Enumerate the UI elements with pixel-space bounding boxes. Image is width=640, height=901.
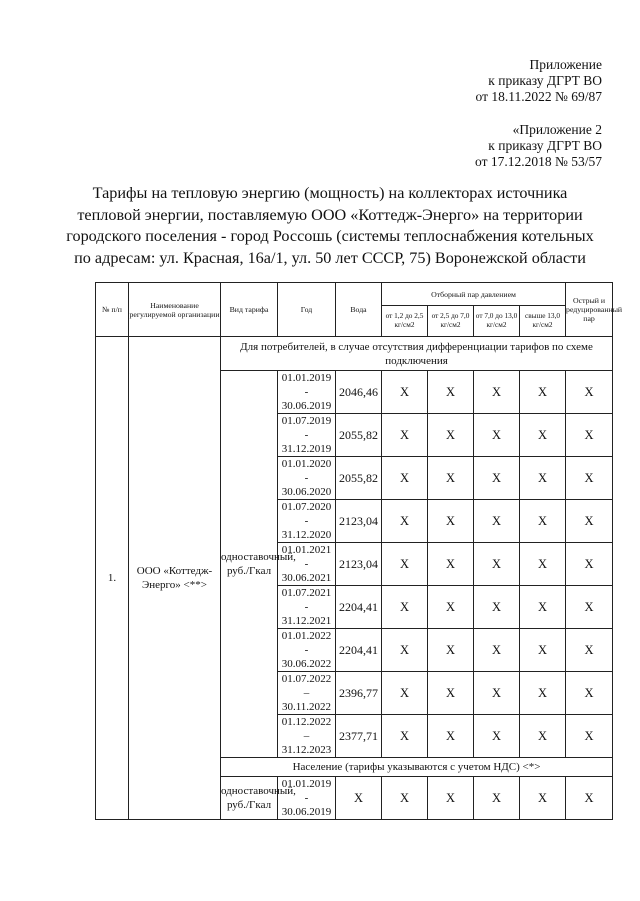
period-dash: -	[304, 601, 309, 613]
period-from: 01.01.2022	[281, 630, 332, 642]
water-value: 2123,04	[336, 543, 382, 586]
section-1-row	[96, 337, 613, 371]
period-cell	[278, 715, 336, 758]
col-header-org: Наименование регулируемой организации	[129, 283, 221, 337]
steam-p3-value: X	[474, 371, 520, 414]
col-header-tariff-type: Вид тарифа	[221, 283, 278, 337]
water-value: 2204,41	[336, 629, 382, 672]
water-value: 2204,41	[336, 586, 382, 629]
header-row-1	[96, 283, 613, 306]
steam-p1-value: X	[382, 586, 428, 629]
water-value: 2055,82	[336, 457, 382, 500]
col-header-year: Год	[278, 283, 336, 337]
tariff-type-cell: одноставочный, руб./Гкал	[221, 777, 278, 820]
col-header-p3: от 7,0 до 13,0 кг/см2	[474, 306, 520, 337]
period-cell	[278, 586, 336, 629]
steam-p3-value: X	[474, 715, 520, 758]
period-cell	[278, 543, 336, 586]
appendix-2-header	[475, 122, 602, 170]
col-header-water: Вода	[336, 283, 382, 337]
organization-name: ООО «Коттедж-Энерго» <**>	[129, 337, 221, 820]
period-dash: –	[303, 687, 310, 699]
tariff-table	[95, 282, 623, 820]
steam-p3-value: X	[474, 629, 520, 672]
appendix-2-line-3: от 17.12.2018 № 53/57	[475, 154, 602, 169]
steam-p4-value: X	[520, 500, 566, 543]
water-value: 2055,82	[336, 414, 382, 457]
period-to: 30.11.2022	[281, 701, 332, 713]
period-cell	[278, 500, 336, 543]
steam-sharp-value: X	[566, 543, 613, 586]
title-line-2: тепловой энергии, поставляемую ООО «Коттедж-Энерго» на территории	[77, 205, 583, 224]
section-1-label: Для потребителей, в случае отсутствия дифференциации тарифов по схеме подключения	[221, 337, 613, 371]
steam-p2-value: X	[428, 672, 474, 715]
document-title	[60, 183, 600, 269]
period-dash: -	[304, 515, 309, 527]
steam-p4-value: X	[520, 715, 566, 758]
period-dash: -	[304, 558, 309, 570]
steam-p1-value: X	[382, 777, 428, 820]
steam-p2-value: X	[428, 777, 474, 820]
steam-sharp-value: X	[566, 715, 613, 758]
period-from: 01.01.2021	[281, 544, 332, 556]
steam-sharp-value: X	[566, 629, 613, 672]
steam-p2-value: X	[428, 457, 474, 500]
period-cell	[278, 672, 336, 715]
water-value: 2046,46	[336, 371, 382, 414]
steam-sharp-value: X	[566, 586, 613, 629]
steam-sharp-value: X	[566, 457, 613, 500]
steam-sharp-value: X	[566, 672, 613, 715]
steam-p4-value: X	[520, 777, 566, 820]
steam-p4-value: X	[520, 543, 566, 586]
steam-p2-value: X	[428, 500, 474, 543]
period-to: 30.06.2021	[281, 572, 332, 584]
appendix-line-3: от 18.11.2022 № 69/87	[475, 89, 602, 104]
period-to: 30.06.2022	[281, 658, 332, 670]
appendix-2-line-1: «Приложение 2	[512, 122, 602, 137]
steam-p3-value: X	[474, 672, 520, 715]
tariff-type-cell: одноставочный, руб./Гкал	[221, 371, 278, 758]
steam-p2-value: X	[428, 586, 474, 629]
period-dash: -	[304, 472, 309, 484]
appendix-line-2: к приказу ДГРТ ВО	[488, 73, 602, 88]
steam-p3-value: X	[474, 500, 520, 543]
steam-p2-value: X	[428, 629, 474, 672]
appendix-header	[476, 57, 602, 105]
period-from: 01.12.2022	[281, 716, 332, 728]
steam-p1-value: X	[382, 715, 428, 758]
steam-p3-value: X	[474, 586, 520, 629]
steam-p4-value: X	[520, 371, 566, 414]
col-header-steam-group: Отборный пар давлением	[382, 283, 566, 306]
period-to: 31.12.2023	[281, 744, 332, 756]
col-header-sharp-steam: Острый и редуцированный пар	[566, 283, 613, 337]
steam-sharp-value: X	[566, 777, 613, 820]
steam-p1-value: X	[382, 457, 428, 500]
period-dash: -	[304, 386, 309, 398]
steam-p3-value: X	[474, 543, 520, 586]
water-value: 2396,77	[336, 672, 382, 715]
col-header-num: № п/п	[96, 283, 129, 337]
title-line-4: по адресам: ул. Красная, 16а/1, ул. 50 лет СССР, 75) Воронежской области	[74, 248, 586, 267]
steam-p3-value: X	[474, 414, 520, 457]
section-2-label: Население (тарифы указываются с учетом НДС) <*>	[221, 758, 613, 777]
period-dash: -	[304, 644, 309, 656]
col-header-p1: от 1,2 до 2,5 кг/см2	[382, 306, 428, 337]
period-to: 31.12.2020	[281, 529, 332, 541]
period-from: 01.01.2020	[281, 458, 332, 470]
period-cell	[278, 777, 336, 820]
steam-p4-value: X	[520, 586, 566, 629]
appendix-line-1: Приложение	[529, 57, 602, 72]
period-dash: -	[304, 429, 309, 441]
water-value: 2123,04	[336, 500, 382, 543]
water-value: 2377,71	[336, 715, 382, 758]
period-from: 01.01.2019	[281, 372, 332, 384]
steam-p2-value: X	[428, 371, 474, 414]
steam-p1-value: X	[382, 371, 428, 414]
steam-p2-value: X	[428, 715, 474, 758]
steam-p1-value: X	[382, 500, 428, 543]
steam-p3-value: X	[474, 777, 520, 820]
period-cell	[278, 457, 336, 500]
period-cell	[278, 371, 336, 414]
title-line-1: Тарифы на тепловую энергию (мощность) на коллекторах источника	[92, 184, 568, 202]
steam-p1-value: X	[382, 414, 428, 457]
period-from: 01.07.2022	[281, 673, 332, 685]
period-from: 01.07.2020	[281, 501, 332, 513]
period-to: 30.06.2019	[281, 400, 332, 412]
period-from: 01.07.2019	[281, 415, 332, 427]
steam-p1-value: X	[382, 543, 428, 586]
steam-sharp-value: X	[566, 414, 613, 457]
steam-p1-value: X	[382, 629, 428, 672]
steam-p4-value: X	[520, 629, 566, 672]
period-from: 01.07.2021	[281, 587, 332, 599]
row-number: 1.	[96, 337, 129, 820]
steam-p3-value: X	[474, 457, 520, 500]
steam-p2-value: X	[428, 543, 474, 586]
steam-p4-value: X	[520, 457, 566, 500]
steam-p2-value: X	[428, 414, 474, 457]
period-to: 30.06.2019	[281, 806, 332, 818]
period-to: 31.12.2021	[281, 615, 332, 627]
water-value: X	[336, 777, 382, 820]
steam-p4-value: X	[520, 672, 566, 715]
period-to: 30.06.2020	[281, 486, 332, 498]
steam-sharp-value: X	[566, 371, 613, 414]
period-dash: –	[303, 730, 310, 742]
appendix-2-line-2: к приказу ДГРТ ВО	[488, 138, 602, 153]
period-cell	[278, 629, 336, 672]
steam-p4-value: X	[520, 414, 566, 457]
steam-sharp-value: X	[566, 500, 613, 543]
title-line-3: городского поселения - город Россошь (системы теплоснабжения котельных	[66, 227, 594, 245]
steam-p1-value: X	[382, 672, 428, 715]
col-header-p2: от 2,5 до 7,0 кг/см2	[428, 306, 474, 337]
period-cell	[278, 414, 336, 457]
period-to: 31.12.2019	[281, 443, 332, 455]
period-from: 01.01.2019	[281, 778, 332, 790]
col-header-p4: свыше 13,0 кг/см2	[520, 306, 566, 337]
period-dash: -	[304, 792, 309, 804]
